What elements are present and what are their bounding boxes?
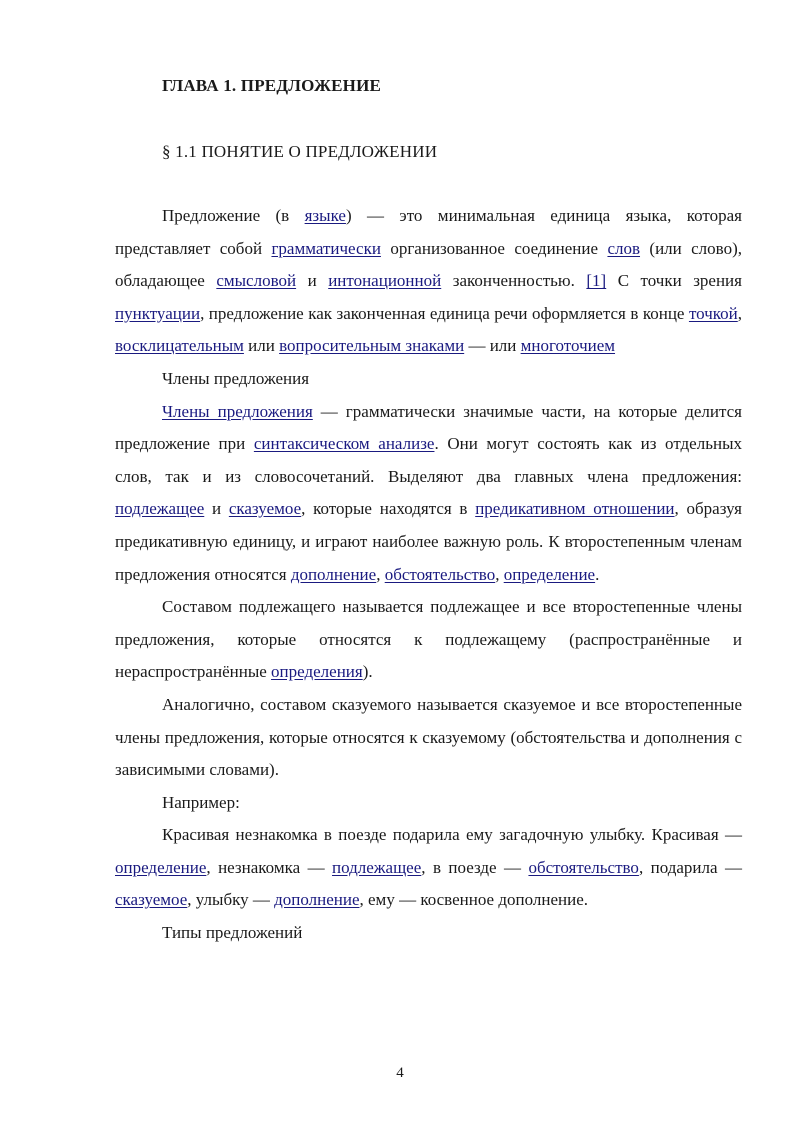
text-run: , подарила — <box>638 857 742 877</box>
text-run: , ему — косвенное дополнение. <box>359 890 588 910</box>
document-body <box>115 200 742 950</box>
text-run: ). <box>362 662 373 682</box>
text-run: , <box>495 564 504 584</box>
text-run: — или <box>464 336 521 356</box>
link-ellipsis[interactable]: многоточием <box>520 336 616 356</box>
link-punctuation[interactable]: пунктуации <box>115 303 201 323</box>
text-run: , которые находятся в <box>301 499 476 519</box>
text-run: — грамматически значимые части, на которые делится предложение при <box>115 401 743 454</box>
link-period[interactable]: точкой <box>688 303 738 323</box>
heading-sentence-types: Типы предложений <box>162 923 303 943</box>
text-run: Составом подлежащего называется подлежащее и все второстепенные члены предложения, которые относятся к подлежащему (распространённые и нераспространённые <box>115 597 742 682</box>
chapter-title: ГЛАВА 1. ПРЕДЛОЖЕНИЕ <box>162 76 382 95</box>
text-run: . <box>595 564 600 584</box>
link-example-attribute[interactable]: определение <box>115 857 207 877</box>
link-exclamation[interactable]: восклицательным <box>115 336 244 356</box>
section-title: § 1.1 ПОНЯТИЕ О ПРЕДЛОЖЕНИИ <box>162 142 438 161</box>
link-example-object[interactable]: дополнение <box>274 890 360 910</box>
text-run: , предложение как законченная единица речи оформляется в конце <box>200 303 689 323</box>
text-run: организованное соединение <box>380 238 608 258</box>
text-run: , улыбку — <box>187 890 275 910</box>
text-run: законченностью. <box>441 271 587 291</box>
text-run: . Они могут состоять как из отдельных слов, так и из словосочетаний. Выделяют два главных члена предложения: <box>115 434 742 486</box>
link-example-predicate[interactable]: сказуемое <box>115 890 188 910</box>
link-example-subject[interactable]: подлежащее <box>332 857 422 877</box>
paragraph-definition <box>115 200 742 363</box>
page-number: 4 <box>396 1065 404 1081</box>
text-run: , образуя предикативную единицу, и играют наиболее важную роль. К второстепенным членам предложения относятся <box>115 499 742 584</box>
link-language[interactable]: языке <box>304 206 346 225</box>
link-intonational[interactable]: интонационной <box>328 271 442 291</box>
text-run: , незнакомка — <box>206 857 333 877</box>
link-adverbial[interactable]: обстоятельство <box>384 564 496 584</box>
link-syntactic-analysis[interactable]: синтаксическом анализе <box>253 434 435 454</box>
text-run: , <box>376 564 385 584</box>
link-attributes[interactable]: определения <box>271 662 363 682</box>
link-subject[interactable]: подлежащее <box>115 499 205 519</box>
text-run: Предложение (в <box>162 206 305 225</box>
link-predicate[interactable]: сказуемое <box>228 499 302 519</box>
heading-sentence-members: Члены предложения <box>162 368 310 388</box>
text-run: , <box>737 303 742 323</box>
paragraph-subject-group <box>115 591 742 689</box>
link-example-adverbial[interactable]: обстоятельство <box>528 857 639 877</box>
link-object[interactable]: дополнение <box>290 564 377 584</box>
paragraph-members <box>115 396 742 592</box>
link-attribute[interactable]: определение <box>503 564 596 584</box>
paragraph-predicate-group: Аналогично, составом сказуемого называется сказуемое и все второстепенные члены предложения, которые относятся к сказуемому (обстоятельства и дополнения с зависимыми словами). <box>115 694 742 780</box>
link-words[interactable]: слов <box>607 238 641 258</box>
text-run: ) — это минимальная единица языка, которая представляет собой <box>115 206 742 258</box>
link-question-marks[interactable]: вопросительным знаками <box>279 336 465 356</box>
text-run: С точки зрения <box>606 271 742 291</box>
example-label: Например: <box>162 792 240 812</box>
paragraph-example <box>115 819 742 917</box>
footnote-link-1[interactable]: [1] <box>586 271 607 291</box>
text-run: , в поезде — <box>421 857 529 877</box>
text-run: и <box>296 271 329 291</box>
text-run: (или слово), обладающее <box>115 238 742 291</box>
text-run: Красивая незнакомка в поезде подарила ему загадочную улыбку. Красивая — <box>162 825 742 845</box>
link-grammatically[interactable]: грамматически <box>271 238 381 258</box>
link-predicative-relation[interactable]: предикативном отношении <box>475 499 675 519</box>
text-run: и <box>204 499 229 519</box>
text-run: или <box>243 336 280 356</box>
link-sentence-members[interactable]: Члены предложения <box>162 401 313 421</box>
link-semantic[interactable]: смысловой <box>216 271 297 291</box>
